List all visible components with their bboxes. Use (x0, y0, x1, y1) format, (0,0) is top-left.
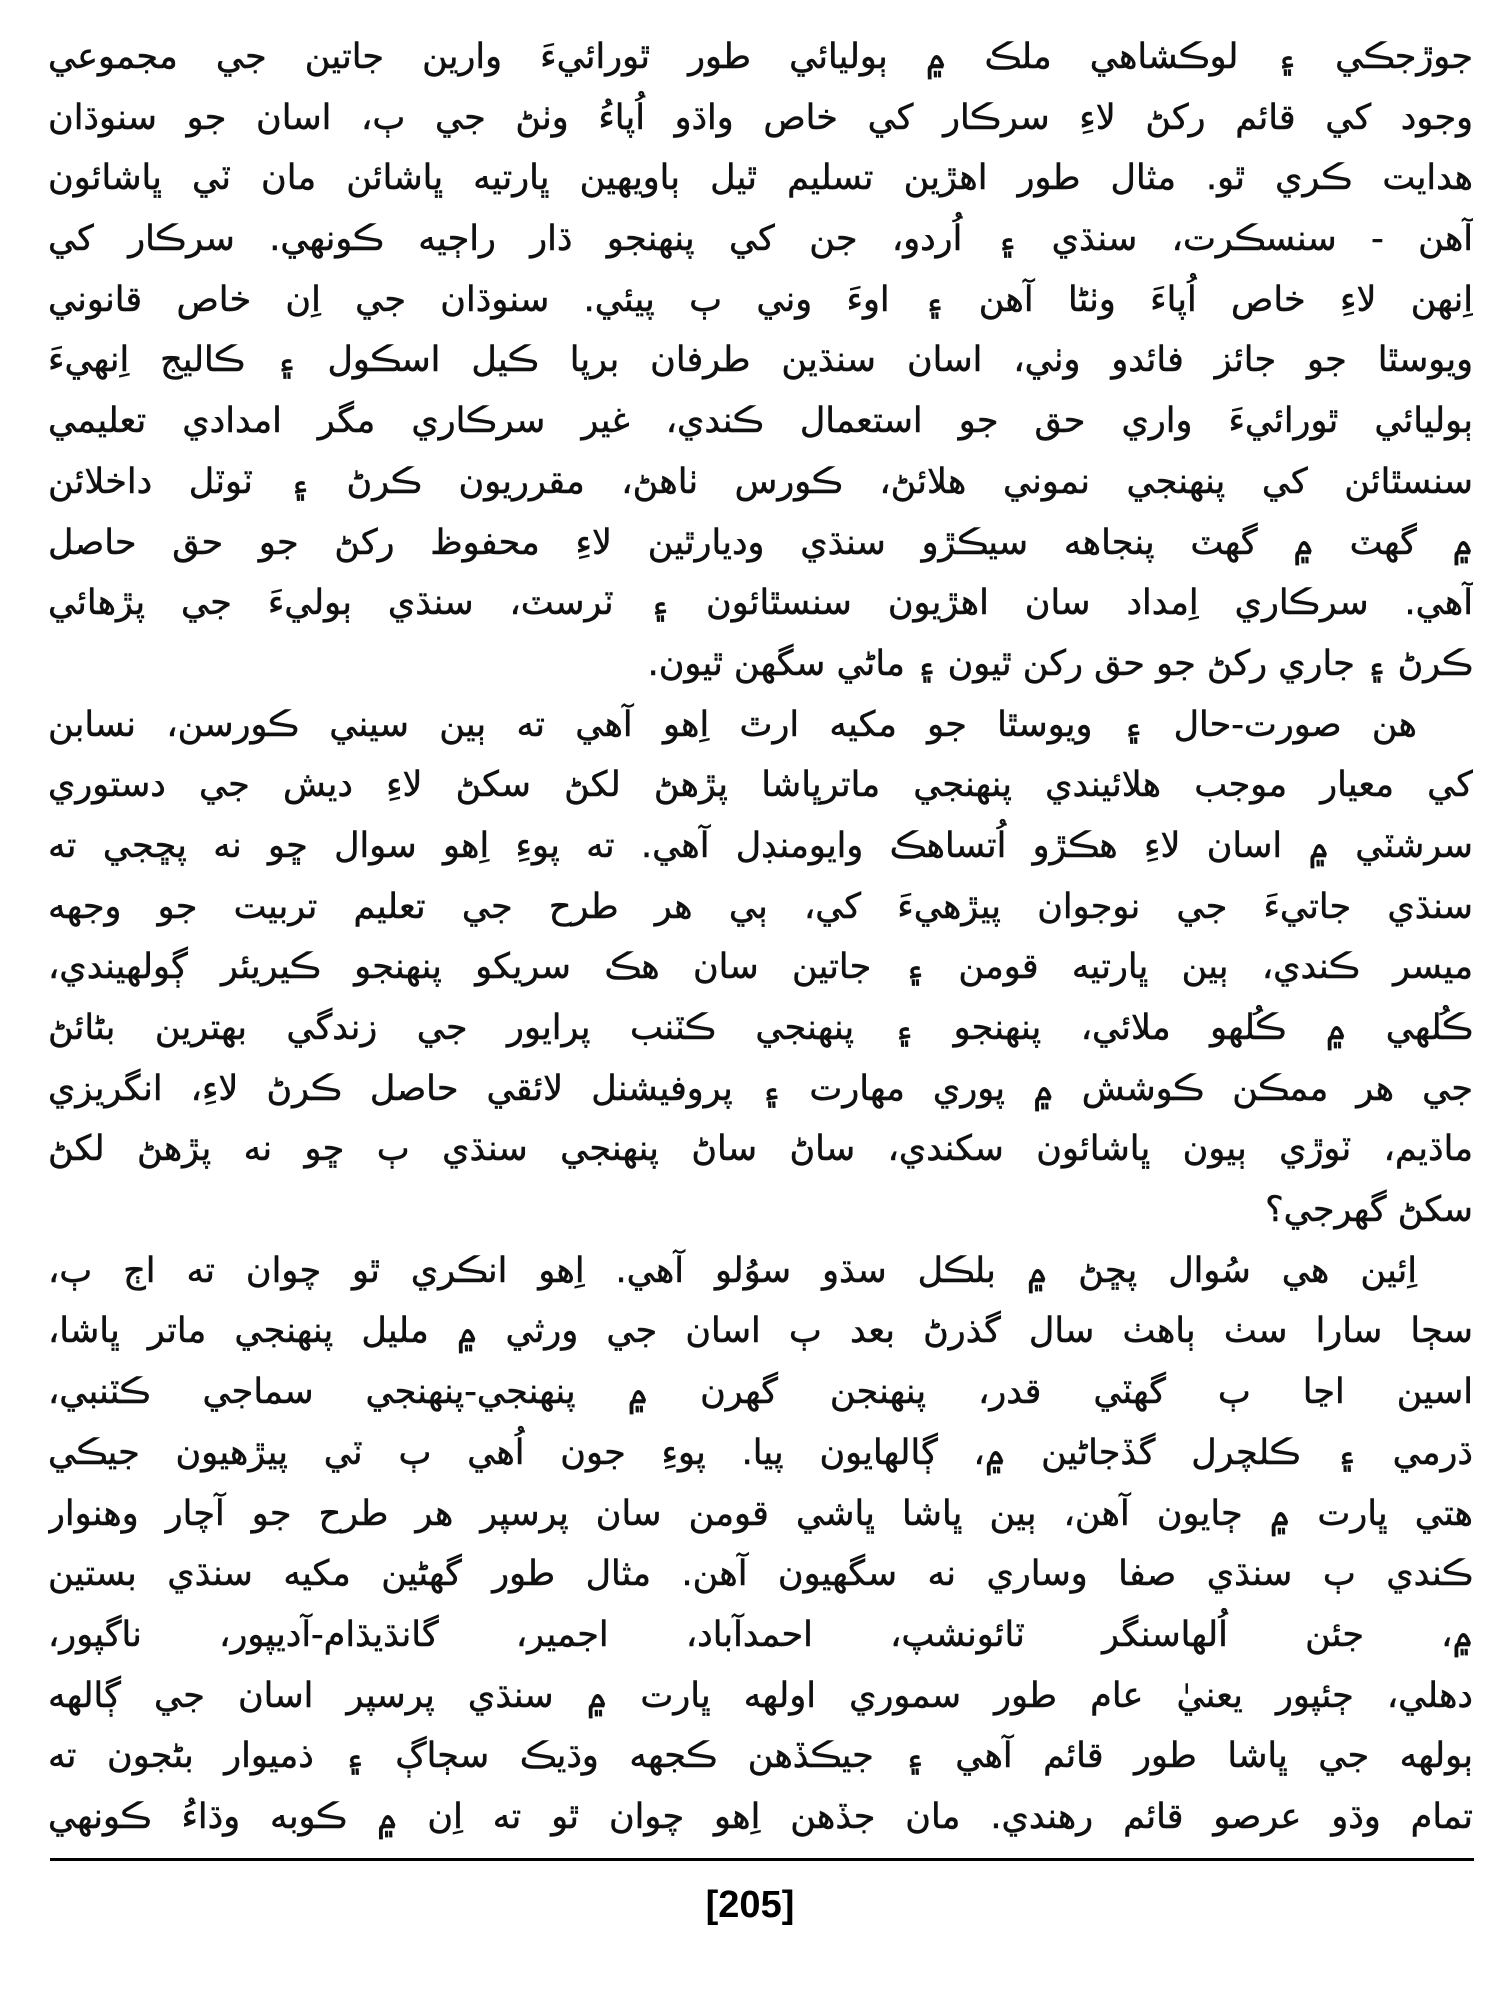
text-line: هتي ڀارت ۾ ڄايون آهن، ٻين ڀاشا ڀاشي قومن سان پرسپر هر طرح جو آچار وهنوار (48, 1493, 1473, 1534)
text-line: ڪندي ٻ سنڌي صفا وساري نه سگهيون آهن. مثال طور گهڻين مکيه سنڌي بستين (48, 1554, 1473, 1595)
text-line: ڪُلهي ۾ ڪُلهو ملائي، پنهنجو ۽ پنهنجي ڪٽنب پرايور جي زندگي بهترين بڻائڻ (48, 1008, 1473, 1048)
text-line: ڌرمي ۽ ڪلچرل گڏجاڻين ۾، ڳالهايون پيا. پوءِ جون اُهي ٻ ٽي پيڙهيون جيڪي (48, 1432, 1473, 1473)
text-line: جي هر ممڪن ڪوشش ۾ پوري مهارت ۽ پروفيشنل لائقي حاصل ڪرڻ لاءِ، انگريزي (48, 1068, 1473, 1109)
text-line: ويوسٿا جو جائز فائدو وٺي، اسان سنڌين طرفان برپا ڪيل اسڪول ۽ ڪاليج اِنهيءَ (48, 340, 1473, 381)
text-line: ۾ گهٽ ۾ گهٽ پنجاهه سيڪڙو سنڌي وديارٿين لاءِ محفوظ رکڻ جو حق حاصل (48, 522, 1473, 563)
text-line: ميسر ڪندي، ٻين ڀارتيه قومن ۽ جاتين سان هڪ سريکو پنهنجو ڪيريئر ڳولهيندي، (48, 947, 1473, 988)
footer-rule (50, 1858, 1474, 1861)
text-line: کي معيار موجب هلائيندي پنهنجي ماترڀاشا پڙهڻ لکڻ سکڻ لاءِ ديش جي دستوري (48, 765, 1473, 806)
text-line: دهلي، ڄئپور يعنيٰ عام طور سموري اولهه ڀارت ۾ سنڌي پرسپر اسان جي ڳالهه (48, 1675, 1473, 1716)
text-line: جوڙجڪي ۽ لوڪشاهي ملڪ ۾ ٻوليائي طور ٿورائيءَ وارين جاتين جي مجموعي (48, 37, 1473, 77)
paragraph (48, 27, 1473, 695)
page-body (48, 27, 1473, 1848)
text-line: آهن - سنسڪرت، سنڌي ۽ اُردو، جن کي پنهنجو ڌار راڄيه ڪونهي. سرڪار کي (48, 219, 1473, 260)
text-line: تمام وڌو عرصو قائم رهندي. مان جڏهن اِهو چوان ٿو ته اِن ۾ ڪوبه وڌاءُ ڪونهي (48, 1796, 1473, 1837)
text-line: هن صورت-حال ۽ ويوسٿا جو مکيه ارٿ اِهو آهي ته ٻين سيني ڪورسن، نسابن (48, 704, 1417, 745)
text-line: اِنهن لاءِ خاص اُپاءَ وٺڻا آهن ۽ اوءَ وني ٻ پيئي. سنوڌان جي اِن خاص قانوني (48, 279, 1473, 320)
text-line: ڪرڻ ۽ جاري رکڻ جو حق رکن ٿيون ۽ ماڻي سگهن ٿيون. (647, 643, 1473, 684)
text-line: سرشٽي ۾ اسان لاءِ هڪڙو اُتساهڪ وايومنڊل آهي. ته پوءِ اِهو سوال ڇو نه پڇجي ته (48, 825, 1473, 866)
text-line: ٻولهه جي ڀاشا طور قائم آهي ۽ جيڪڏهن ڪجهه وڌيڪ سڄاڳ ۽ ذميوار بڻجون ته (48, 1736, 1473, 1777)
paragraph (48, 1241, 1473, 1848)
text-line: سکڻ گهرجي؟ (1265, 1190, 1473, 1231)
text-line: اِئين هي سُوال پڇڻ ۾ بلڪل سڌو سوُلو آهي. اِهو انڪري ٿو چوان ته اڄ ٻ، (48, 1250, 1417, 1291)
text-line: ماڌيم، ٽوڙي ٻيون ڀاشائون سکندي، ساڻ ساڻ پنهنجي سنڌي ٻ ڇو نه پڙهڻ لکڻ (48, 1129, 1473, 1170)
text-line: سنڌي جاتيءَ جي نوجوان پيڙهيءَ کي، ٻي هر طرح جي تعليم تربيت جو وجهه (48, 886, 1473, 927)
text-line: آهي. سرڪاري اِمداد سان اهڙيون سنسٿائون ۽ ٽرسٽ، سنڌي ٻوليءَ جي پڙهائي (48, 583, 1473, 624)
page-number: [205] (705, 1884, 795, 1926)
text-line: ۾، جئن اُلهاسنگر ٽائونشپ، احمدآباد، اجمير، گانڌيڌام-آديپور، ناگپور، (48, 1614, 1473, 1655)
text-line: سڄا سارا سٺ ٻاهٺ سال گذرڻ بعد ٻ اسان جي ورثي ۾ مليل پنهنجي ماتر ڀاشا، (48, 1311, 1473, 1352)
text-line: وجود کي قائم رکڻ لاءِ سرڪار کي خاص واڌو اُپاءُ وٺڻ جي ٻ، اسان جو سنوڌان (48, 97, 1473, 138)
text-line: هدايت ڪري ٿو. مثال طور اهڙين تسليم ٿيل ٻاويهين ڀارتيه ڀاشائن مان ٽي ڀاشائون (48, 158, 1473, 199)
paragraph (48, 695, 1473, 1241)
text-line: اسين اڃا ٻ گهٽي قدر، پنهنجن گهرن ۾ پنهنجي-پنهنجي سماجي ڪٽنبي، (48, 1372, 1473, 1413)
text-line: ٻوليائي ٿورائيءَ واري حق جو استعمال ڪندي، غير سرڪاري مگر امدادي تعليمي (48, 401, 1473, 442)
text-line: سنسٿائن کي پنهنجي نموني هلائڻ، ڪورس ٺاهڻ، مقرريون ڪرڻ ۽ ٽوٽل داخلائن (48, 461, 1473, 502)
